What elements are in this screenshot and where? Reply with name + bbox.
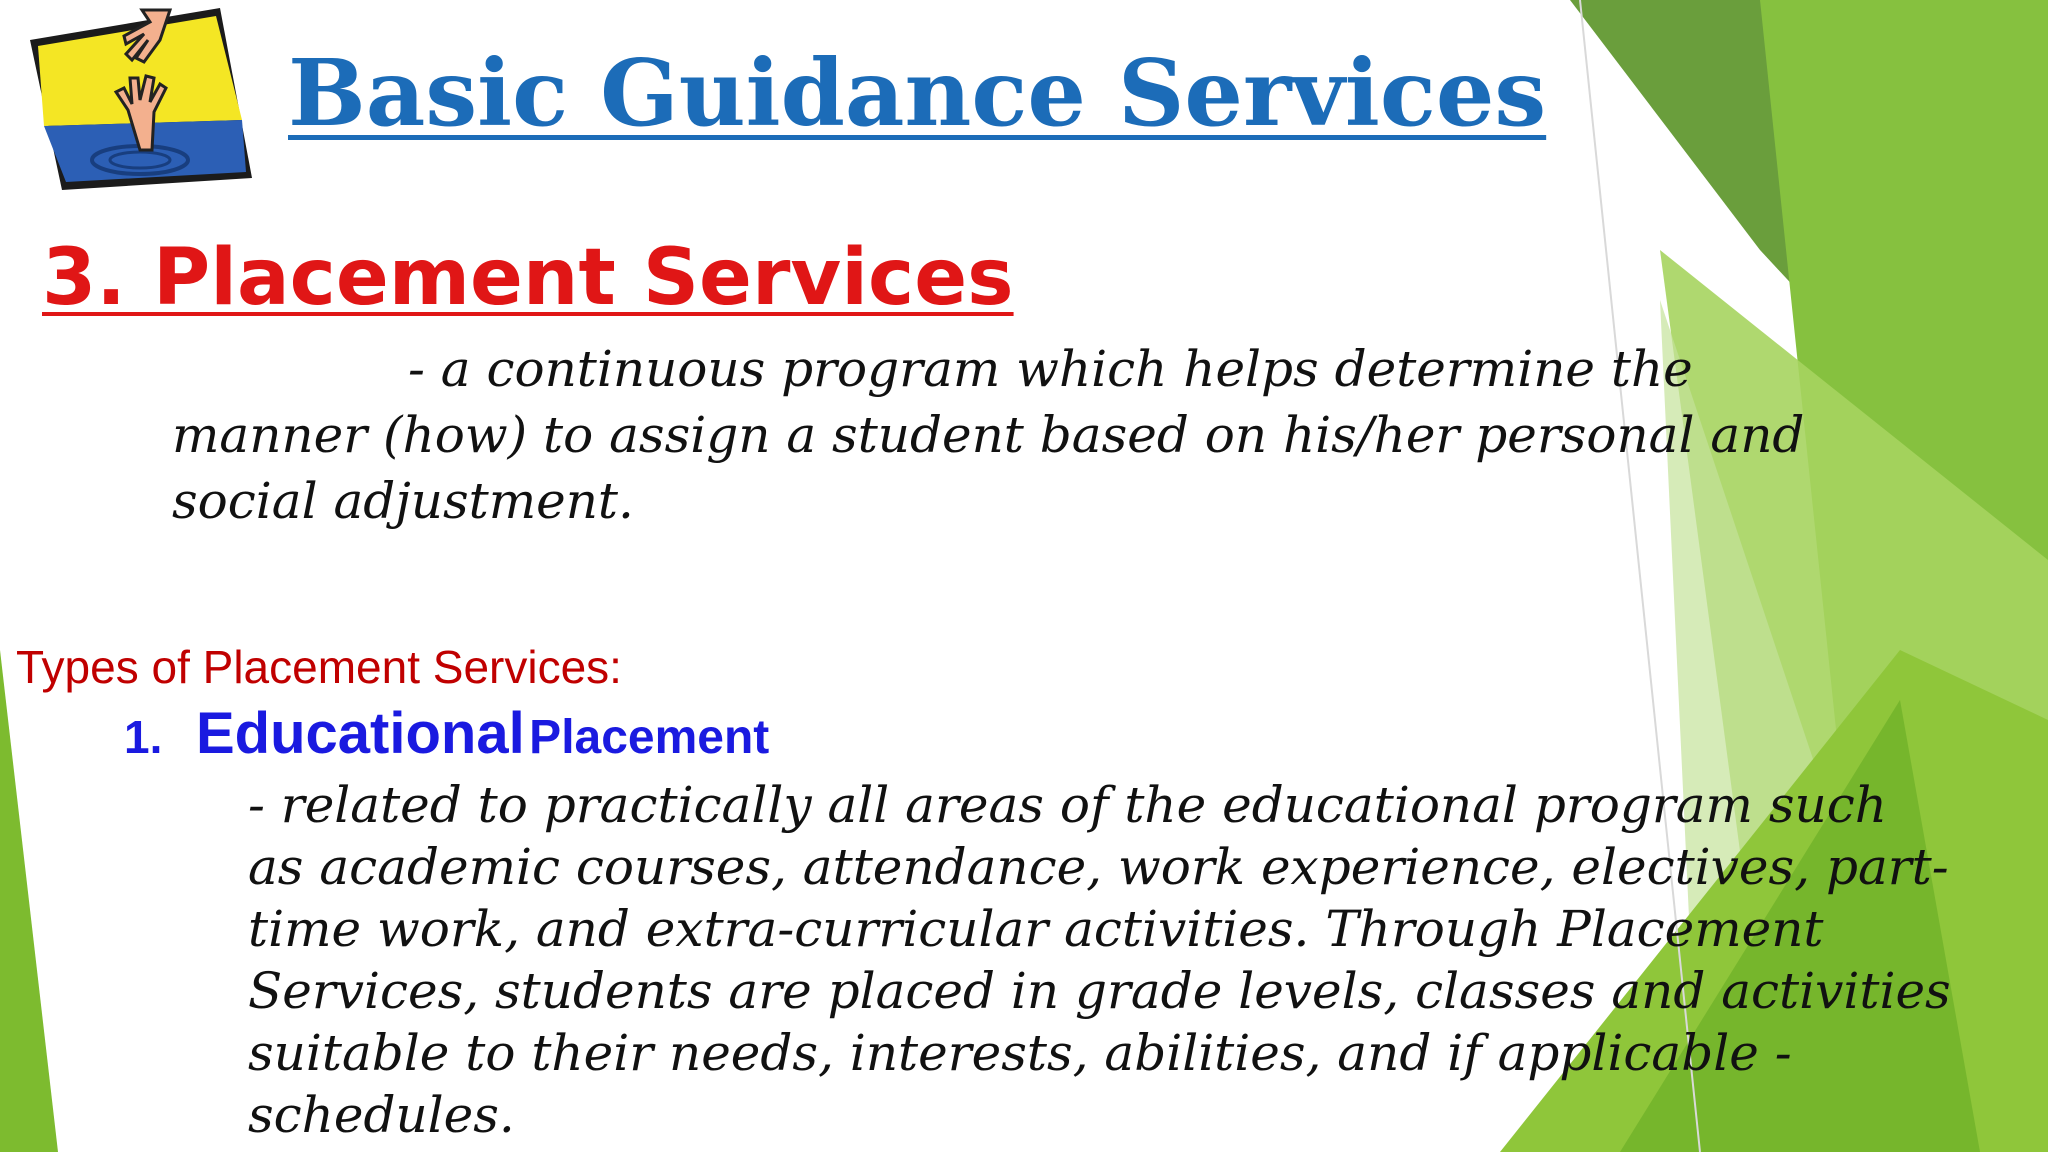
description-line: suitable to their needs, interests, abilities, and if applicable -: [248, 1024, 1792, 1082]
type-description: [248, 774, 2008, 1146]
description-line: as academic courses, attendance, work experience, electives, part-: [248, 838, 1949, 896]
description-line: time work, and extra-curricular activities. Through Placement: [248, 900, 1824, 958]
type-item-word-small: Placement: [529, 711, 770, 764]
left-green-wedge: [0, 650, 58, 1152]
type-item-number: 1.: [124, 711, 163, 763]
slide-title: Basic Guidance Services: [288, 39, 1547, 147]
definition-line: - a continuous program which helps determine the: [408, 340, 1693, 398]
definition-paragraph: [172, 336, 1872, 534]
description-line: - related to practically all areas of the educational program such: [248, 776, 1887, 834]
helping-hand-clipart-icon: [20, 0, 270, 190]
type-item-educational: [124, 700, 769, 767]
types-heading: Types of Placement Services:: [16, 641, 622, 693]
section-heading: 3. Placement Services: [42, 233, 1014, 323]
description-line: schedules.: [248, 1086, 515, 1144]
description-line: Services, students are placed in grade levels, classes and activities: [248, 962, 1951, 1020]
definition-line: social adjustment.: [172, 472, 634, 530]
definition-line: manner (how) to assign a student based on his/her personal and: [172, 406, 1805, 464]
type-item-word-large: Educational: [196, 701, 525, 766]
